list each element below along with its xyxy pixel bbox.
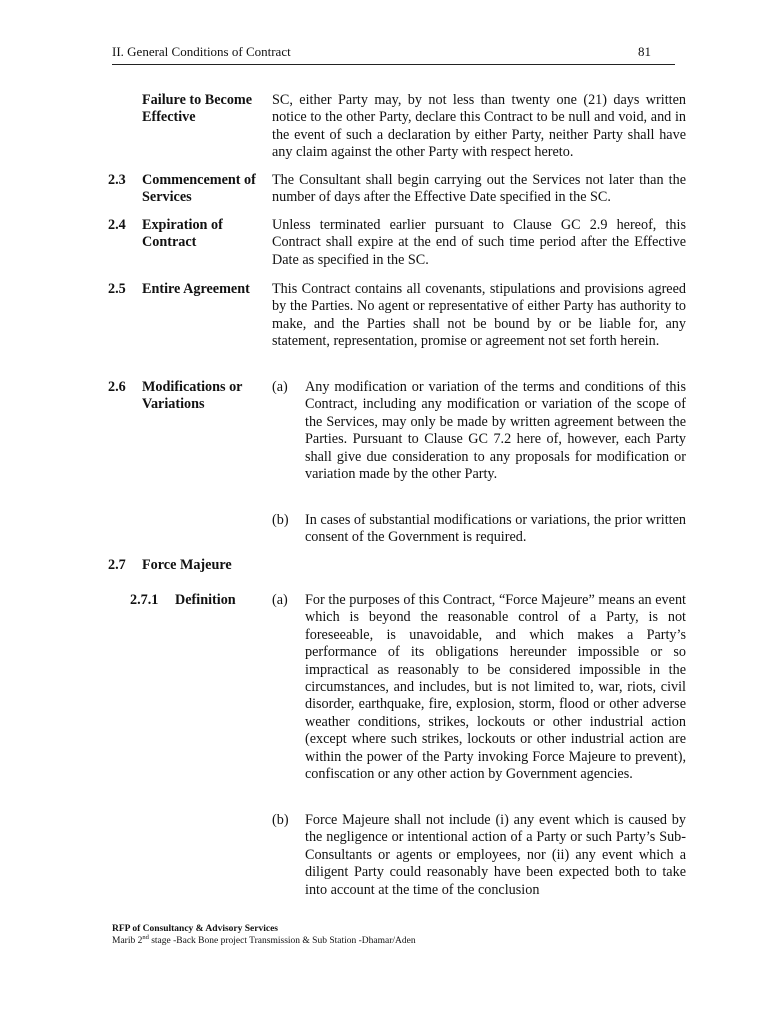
section-text: The Consultant shall begin carrying out the Services not later than the number of days after the Effective Date specified in the SC. — [272, 172, 686, 206]
list-text: In cases of substantial modifications or variations, the prior written consent of the Government is required. — [305, 512, 686, 546]
footer-title: RFP of Consultancy & Advisory Services — [112, 924, 278, 934]
section-title: Commencement of Services — [142, 172, 256, 206]
list-text: Any modification or variation of the terms and conditions of this Contract, including any modification or variation of the scope of the Services, may only be made by written agreement between the Parties. Pursuant to Clause GC 7.2 here of, however, each Party shall give due consideration to any proposals for modification or variation made by the other Party. — [305, 379, 686, 483]
list-text: Force Majeure shall not include (i) any event which is caused by the negligence or intentional action of a Party or such Party’s Sub-Consultants or agents or employees, nor (ii) any event which a diligent Party could reasonably have been expected both to take into account at the time of the conclusion — [305, 812, 686, 898]
section-title: Entire Agreement — [142, 281, 250, 297]
section-title: Definition — [175, 592, 236, 608]
section-text: This Contract contains all covenants, stipulations and provisions agreed by the Parties. No agent or representative of either Party has authority to make, and the Parties shall not be bound by or be liable for, any statement, representation, promise or agreement not set forth herein. — [272, 281, 686, 350]
section-title: Expiration of Contract — [142, 217, 223, 251]
list-label: (b) — [272, 512, 289, 528]
footer-project-line: Marib 2nd stage -Back Bone project Transmission & Sub Station -Dhamar/Aden — [112, 933, 416, 946]
header-section-title: II. General Conditions of Contract — [112, 44, 291, 59]
page-number: 81 — [638, 44, 651, 59]
section-number: 2.3 — [108, 172, 126, 188]
section-number: 2.7 — [108, 557, 126, 573]
page-footer — [112, 923, 416, 947]
section-number: 2.6 — [108, 379, 126, 395]
section-number: 2.4 — [108, 217, 126, 233]
section-title: Modifications or Variations — [142, 379, 243, 413]
page-header — [112, 42, 675, 65]
section-number: 2.5 — [108, 281, 126, 297]
section-title: Failure to Become Effective — [142, 92, 253, 126]
list-label: (b) — [272, 812, 289, 828]
list-label: (a) — [272, 592, 288, 608]
section-text: SC, either Party may, by not less than twenty one (21) days written notice to the other Party, declare this Contract to be null and void, and in the event of such a declaration by either Party, neither Party shall have any claim against the other Party with respect hereto. — [272, 92, 686, 161]
section-number: 2.7.1 — [130, 592, 159, 608]
section-title: Force Majeure — [142, 557, 232, 573]
list-text: For the purposes of this Contract, “Force Majeure” means an event which is beyond the reasonable control of a Party, is not foreseeable, is unavoidable, and which makes a Party’s performance of its obligations hereunder impossible or so impractical as reasonably to be considered impossible in the circumstances, and includes, but is not limited to, war, riots, civil disorder, earthquake, fire, explosion, storm, flood or other adverse weather conditions, strikes, lockouts or other industrial action (except where such strikes, lockouts or other industrial action are within the power of the Party invoking Force Majeure to prevent), confiscation or any other action by Government agencies. — [305, 592, 686, 783]
section-text: Unless terminated earlier pursuant to Clause GC 2.9 hereof, this Contract shall expire at the end of such time period after the Effective Date as specified in the SC. — [272, 217, 686, 268]
list-label: (a) — [272, 379, 288, 395]
